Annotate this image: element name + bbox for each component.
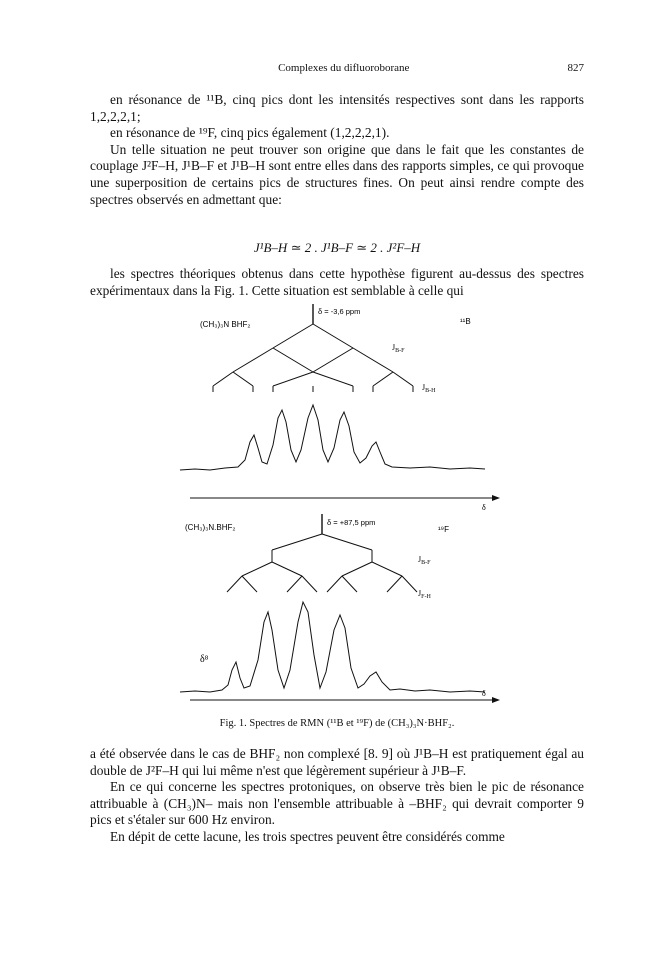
top-spectrum <box>180 304 500 512</box>
paragraph-lacune: En dépit de cette lacune, les trois spectres peuvent être considérés comme <box>110 828 505 844</box>
equation: J¹B–H ≃ 2 . J¹B–F ≃ 2 . J²F–H <box>253 240 421 255</box>
text-line-boron: en résonance de ¹¹B, cinq pics dont les intensités respectives sont dans les rapports 1,2,2,2,1; <box>90 92 584 124</box>
bottom-margin-note: δ⁸ <box>200 654 209 665</box>
text-line-fluorine: en résonance de ¹⁹F, cinq pics également (1,2,2,2,1). <box>110 125 390 141</box>
top-axis-label: δ <box>482 503 486 512</box>
top-shift-label: δ = -3,6 ppm <box>318 307 361 316</box>
top-text-block <box>90 92 584 208</box>
top-splitting-tree <box>213 324 413 392</box>
paragraph-bhf2: a été observée dans le cas de BHF₂ non complexé [8. 9] où J¹B–H est pratiquement égal au double de J²F–H qui lui même n'est que légèrement supérieur à J¹B–F. <box>90 746 584 778</box>
top-axis-arrow <box>492 495 500 501</box>
bottom-text-block <box>90 746 584 846</box>
running-title: Complexes du difluoroborane <box>278 62 410 74</box>
nmr-figure <box>170 300 510 710</box>
bottom-axis-arrow <box>492 697 500 703</box>
bottom-spectrum-trace <box>180 602 485 692</box>
bottom-compound-label: (CH₃)₃N.BHF₂ <box>185 523 236 532</box>
paragraph-spectres: les spectres théoriques obtenus dans cette hypothèse figurent au-dessus des spectres expérimentaux dans la Fig. 1. Cette situation est semblable à celle qui <box>90 266 584 298</box>
paragraph-couplage: Un telle situation ne peut trouver son origine que dans le fait que les constantes de couplage J²F–H, J¹B–F et J¹B–H sont entre elles dans des rapports simples, ce qui provoque une superposition de certains pics de structures fines. On peut ainsi rendre compte des spectres observés en admettant que: <box>90 141 584 207</box>
top-spectrum-trace <box>180 405 485 470</box>
paragraph-protoniques: En ce qui concerne les spectres protoniques, on observe très bien le pic de résonance attribuable à (CH₃)N– mais non l'ensemble attribuable à –BHF₂ qui devrait comporter 9 pics et s'étaler sur 600 Hz environ. <box>90 779 584 828</box>
figure-caption: Fig. 1. Spectres de RMN (¹¹B et ¹⁹F) de (CH₃)₃N·BHF₂. <box>219 718 455 729</box>
top-coupling-jbh: $J_{B-H}$ <box>422 383 436 394</box>
top-compound-label: (CH₃)₃N BHF₂ <box>200 320 251 329</box>
top-nucleus-label: ¹¹B <box>460 317 471 326</box>
bottom-nucleus-label: ¹⁹F <box>438 525 449 534</box>
bottom-splitting-tree <box>227 534 417 592</box>
page-number: 827 <box>567 62 584 74</box>
page-header <box>90 62 584 74</box>
bottom-shift-label: δ = +87,5 ppm <box>327 518 376 527</box>
bottom-coupling-jfh: $J_{F-H}$ <box>418 589 431 600</box>
bottom-spectrum <box>180 514 500 703</box>
bottom-axis-label: δ <box>482 689 486 698</box>
bottom-coupling-jbf: $J_{B-F}$ <box>418 555 431 566</box>
top-coupling-jbf: $J_{B-F}$ <box>392 343 405 354</box>
